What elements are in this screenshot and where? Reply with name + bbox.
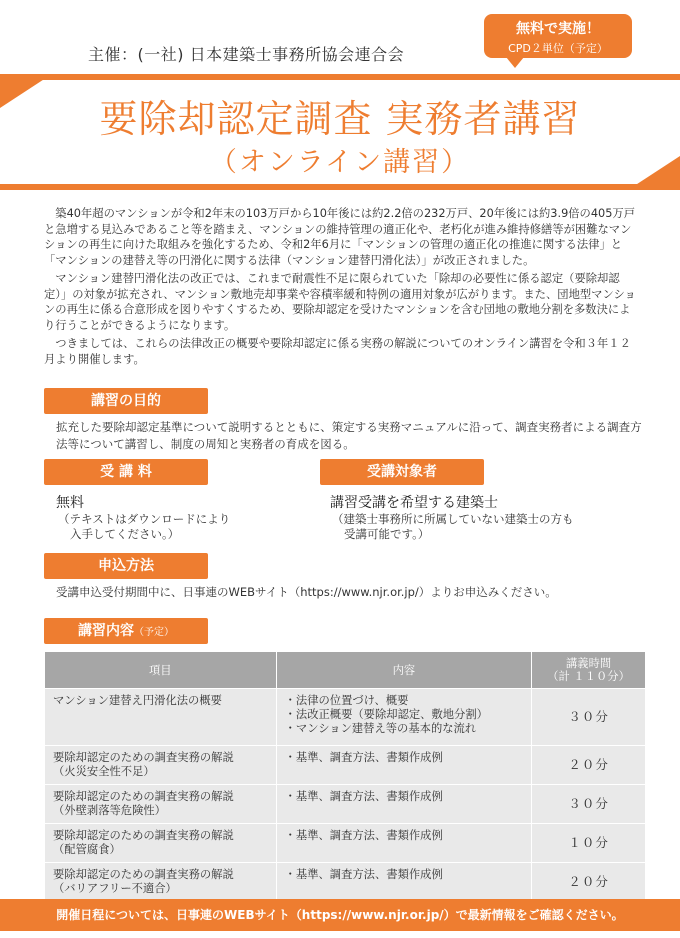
target-note [332,512,574,542]
table-row [45,863,646,902]
target-note-line1: （建築士事務所に所属していない建築士の方も [332,512,574,526]
row-content [276,785,532,824]
schedule-table [44,651,646,902]
row-content [276,689,532,746]
row-item-line2: （火災安全性不足） [53,765,155,778]
table-row [45,824,646,863]
row-item-line2: （バリアフリー不適合） [53,882,177,895]
target-note-line2: 受講可能です。） [344,527,430,541]
row-bullet: ・基準、調査方法、書類作成例 [284,751,443,764]
target-value: 講習受講を希望する建築士 [330,495,498,511]
intro-paragraph-2: マンション建替円滑化法の改正では、これまで耐震性不足に限られていた「除却の必要性に係る認定（要除却認定）」の対象が拡充され、マンション敷地売却事業や容積率緩和特例の適用対象が広がります。また、団地型マンションの再生に係る合意形成を図りやすくするため、要除却認定を受けたマンションを含む団地の敷地分割を多数決により行うことができるようになります。 [44,272,636,332]
fee-note-line2: 入手してください。） [70,527,180,541]
fee-label: 受 講 料 [44,459,208,485]
row-item-line1: 要除却認定のための調査実務の解説 [53,868,234,881]
content-label-note: （予定） [134,627,174,638]
row-duration: ３０分 [532,785,646,824]
intro-section [44,206,638,370]
fee-note-line1: （テキストはダウンロードにより [58,512,231,526]
row-bullet: ・法律の位置づけ、概要 [284,694,409,707]
row-content [276,863,532,902]
fee-note [58,512,230,542]
row-bullet: ・法改正概要（要除却認定、敷地分割） [284,708,488,721]
organizer-text: 主催：(一社) 日本建築士事務所協会連合会 [88,45,405,64]
row-content [276,746,532,785]
badge-main-text: 無料で実施！ [516,21,600,37]
purpose-text: 拡充した要除却認定基準について説明するとともに、策定する実務マニュアルに沿って、調査実務者による調査方法等について講習し、制度の周知と実務者の育成を図る。 [56,420,642,451]
row-bullet: ・マンション建替え等の基本的な流れ [284,722,477,735]
col-header-hours [532,652,646,689]
row-item-line2: （配管腐食） [53,843,121,856]
content-label-text: 講習内容 [78,623,134,639]
row-item [45,746,277,785]
badge-cpd-text: CPD２単位（予定） [508,42,608,55]
row-item-line1: 要除却認定のための調査実務の解説 [53,790,234,803]
row-item-line1: 要除却認定のための調査実務の解説 [53,829,234,842]
row-item [45,689,277,746]
intro-paragraph-3: つきましては、これらの法律改正の概要や要除却認定に係る実務の解説についてのオンライン講習を令和３年１２月より開催します。 [44,337,631,366]
row-item [45,785,277,824]
target-label: 受講対象者 [320,459,484,485]
fee-value: 無料 [56,495,84,511]
row-bullet: ・基準、調査方法、書類作成例 [284,868,443,881]
row-item [45,824,277,863]
table-row [45,689,646,746]
purpose-label: 講習の目的 [44,388,208,414]
row-duration: ２０分 [532,863,646,902]
row-duration: ２０分 [532,746,646,785]
apply-label: 申込方法 [44,553,208,579]
col-header-hours-line2: （計 １１０分） [547,670,630,683]
table-row [45,746,646,785]
col-header-content: 内容 [276,652,532,689]
row-duration: ３０分 [532,689,646,746]
content-label [44,618,208,644]
table-row [45,785,646,824]
row-item-line1: 要除却認定のための調査実務の解説 [53,751,234,764]
apply-text: 受講申込受付期間中に、日事連のWEBサイト（https://www.njr.or.jp/）よりお申込みください。 [56,585,557,599]
page-subtitle: （オンライン講習） [209,147,471,178]
intro-paragraph-1: 築40年超のマンションが令和2年末の103万戸から10年後には約2.2倍の232万戸、20年後には約3.9倍の405万戸と急増する見込みであること等を踏まえ、マンションの維持管理の適正化や、老朽化が進み維持修繕等が困難なマンションの再生に向けた取組みを強化するため、令和2年6月に「マンションの管理の適正化の推進に関する法律」と「マンションの建替え等の円滑化に関する法律（マンション建替円滑化法）」が改正されました。 [44,207,636,267]
row-content [276,824,532,863]
row-item-line1: マンション建替え円滑化法の概要 [53,694,222,707]
page-title: 要除却認定調査 実務者講習 [99,97,581,141]
row-item [45,863,277,902]
row-bullet: ・基準、調査方法、書類作成例 [284,790,443,803]
row-bullet: ・基準、調査方法、書類作成例 [284,829,443,842]
row-duration: １０分 [532,824,646,863]
row-item-line2: （外壁剥落等危険性） [53,804,166,817]
footer-banner: 開催日程については、日事連のWEBサイト（https://www.njr.or.jp/）で最新情報をご確認ください。 [0,899,680,931]
col-header-hours-line1: 講義時間 [565,657,612,670]
table-header-row [45,652,646,689]
free-badge [484,14,632,58]
col-header-item: 項目 [45,652,277,689]
